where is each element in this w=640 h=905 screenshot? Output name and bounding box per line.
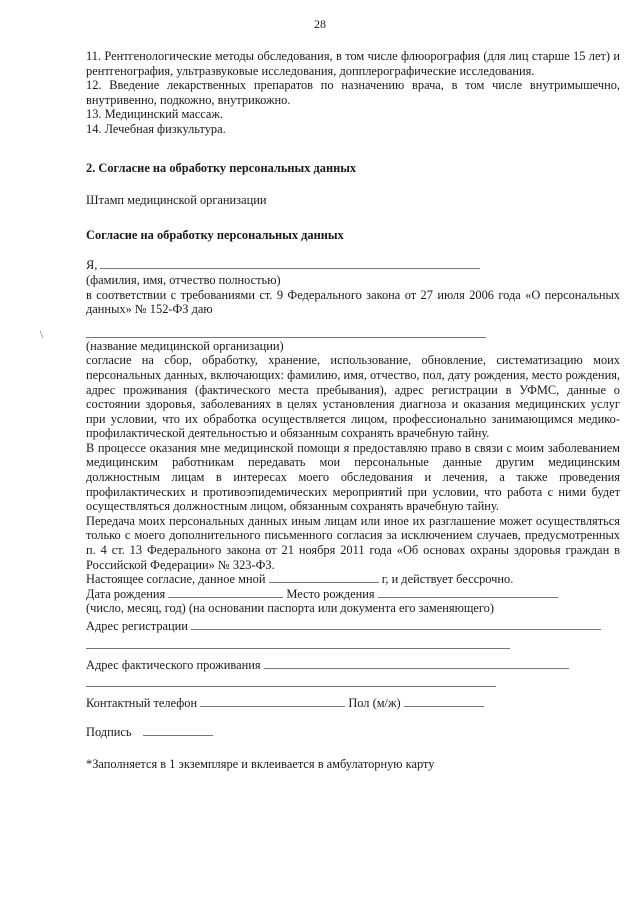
consent-date-field[interactable]	[269, 572, 379, 583]
sex-field[interactable]	[404, 696, 484, 707]
validity-line	[86, 572, 620, 587]
birth-line	[86, 587, 620, 602]
list-item: 11. Рентгенологические методы обследования, в том числе флюорография (для лиц старше 15 лет) и рентгенография, ультразвуковые исследования, допплерографические исследования.	[86, 49, 620, 78]
registration-label: Адрес регистрации	[86, 619, 188, 633]
birth-caption: (число, месяц, год) (на основании паспорта или документа его заменяющего)	[86, 601, 494, 616]
phone-label: Контактный телефон	[86, 696, 198, 711]
organization-line	[86, 327, 620, 339]
phone-field[interactable]	[200, 696, 345, 707]
validity-prefix: Настоящее согласие, данное мной	[86, 572, 266, 587]
birth-date-label: Дата рождения	[86, 586, 166, 601]
actual-address-field[interactable]	[264, 658, 569, 669]
birth-place-field[interactable]	[378, 587, 558, 598]
stamp-label: Штамп медицинской организации	[86, 193, 267, 208]
actual-address-field-2[interactable]	[86, 676, 496, 687]
fio-prefix: Я,	[86, 258, 98, 273]
consent-body: согласие на сбор, обработку, хранение, использование, обновление, систематизацию моих персональных данных, включающих: фамилию, имя, отчество, пол, дату рождения, место рождения, адрес проживания (фактического места пребывания), адрес регистрации в УФМС, данные о состоянии здоровья, заболеваниях в целях установления диагноза и оказания медицинских услуг при условии, что их обработка осуществляется лицом, профессионально занимающимся медико-профилактической деятельностью и обязанным сохранять врачебную тайну.	[86, 353, 620, 441]
fio-field[interactable]	[100, 258, 480, 269]
list-item: 14. Лечебная физкультура.	[86, 121, 226, 136]
paragraph-processing: В процессе оказания мне медицинской помощи я предоставляю право в связи с моим заболеванием медицинским работникам передавать мои персональные данные другим медицинским должностным лицам в интересах моего обследования и лечения, а также проведения профилактических и противоэпидемических мероприятий при условии, что работа с ними будет осуществляться должностным лицом, обязанным сохранять врачебную тайну.	[86, 440, 620, 514]
registration-line	[86, 619, 620, 634]
section-heading: 2. Согласие на обработку персональных данных	[86, 160, 357, 175]
actual-address-label: Адрес фактического проживания	[86, 657, 261, 672]
phone-line	[86, 696, 620, 711]
form-title: Согласие на обработку персональных данных	[86, 227, 344, 242]
list-item: 13. Медицинский массаж.	[86, 107, 224, 122]
validity-suffix: г, и действует бессрочно.	[381, 572, 514, 587]
registration-field-2[interactable]	[86, 638, 510, 649]
page-number: 28	[314, 17, 326, 31]
fio-caption: (фамилия, имя, отчество полностью)	[86, 272, 281, 287]
signature-label: Подпись	[86, 724, 132, 739]
paragraph-transfer: Передача моих персональных данных иным лицам или иное их разглашение может осуществляться только с моего дополнительного письменного согласия за исключением случаев, предусмотренных п. 4 ст. 13 Федерального закона от 21 ноября 2011 года «Об основах охраны здоровья граждан в Российской Федерации» № 323-ФЗ.	[86, 513, 620, 572]
actual-address-line-2	[86, 676, 620, 688]
organization-caption: (название медицинской организации)	[86, 338, 284, 353]
margin-mark: \	[40, 329, 44, 341]
law-text: в соответствии с требованиями ст. 9 Федерального закона от 27 июля 2006 года «О персональных данных» № 152-ФЗ даю	[86, 287, 620, 317]
list-item: 12. Введение лекарственных препаратов по назначению врача, в том числе внутримышечно, внутривенно, подкожно, внутрикожно.	[86, 78, 620, 107]
sex-label: Пол (м/ж)	[348, 696, 401, 711]
birth-place-label: Место рождения	[286, 586, 375, 601]
birth-date-field[interactable]	[168, 587, 283, 598]
fio-line	[86, 258, 620, 273]
signature-field[interactable]	[143, 725, 213, 736]
signature-line	[86, 725, 620, 740]
organization-field[interactable]	[86, 327, 486, 338]
actual-address-line	[86, 658, 620, 673]
document-body	[86, 49, 620, 772]
registration-field[interactable]	[191, 619, 601, 630]
registration-line-2	[86, 638, 620, 650]
footnote: *Заполняется в 1 экземпляре и вклеивается в амбулаторную карту	[86, 757, 435, 772]
